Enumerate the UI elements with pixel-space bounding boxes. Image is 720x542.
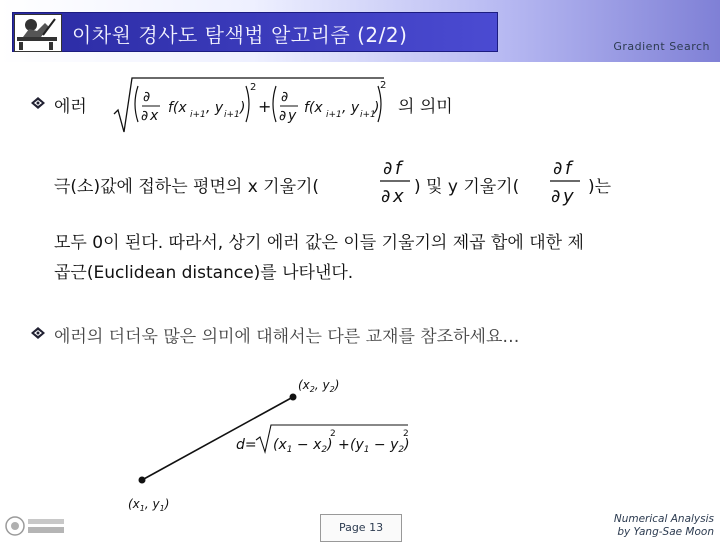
point-2 [290,394,297,401]
bullet1-prefix: 에러 [54,97,87,117]
bullet1-suffix: 의 의미 [398,97,453,117]
formula-exponent: 2 [250,82,257,93]
svg-text:∂: ∂ [279,108,287,124]
svg-text:2: 2 [403,429,409,439]
svg-text:f(x: f(x [304,100,323,116]
distance-diagram [120,370,420,518]
svg-text:+: + [338,437,350,453]
svg-text:): ) [240,100,246,116]
formula-x: x [150,108,159,124]
formula-y: y [288,108,297,124]
credit [614,513,714,539]
line2-text-b: ) 및 y 기울기( [414,177,520,197]
svg-text:2: 2 [330,429,336,439]
distance-line [142,397,293,480]
svg-text:(y1 − y2): $(y_1 - y_2)$ [350,437,410,455]
formula-sub: i+1 [360,110,376,120]
university-logo-icon [4,514,68,538]
svg-text:, y: , y [206,100,224,116]
svg-text:f(x: f(x [168,100,187,116]
formula-sub: i+1 [224,110,240,120]
distance-label: d= [236,437,257,453]
svg-text:∂: ∂ [143,89,151,105]
svg-text:∂: ∂ [281,89,289,105]
bullet-icon [30,96,46,110]
svg-text:, y: , y [342,100,360,116]
svg-text:∂: ∂ [141,108,149,124]
line4-text: 곱근(Euclidean distance)를 나타낸다. [54,263,354,283]
svg-text:∂: ∂ [553,158,563,179]
bullet2-text: 에러의 더더욱 많은 의미에 대해서는 다른 교재를 참조하세요… [54,327,520,347]
formula-sub: i+1 [190,110,206,120]
line3-text: 모두 0이 된다. 따라서, 상기 에러 값은 이들 기울기의 제곱 합에 대한 제 [54,233,584,253]
page-title: 이차원 경사도 탐색법 알고리즘 (2/2) [72,23,408,47]
line2-text-a: 극(소)값에 접하는 평면의 x 기울기( [54,177,320,197]
svg-text:f: f [395,158,402,179]
svg-text:(x1 − x2): $(x_1 - x_2)$ [273,437,333,455]
formula-sub: i+1 [326,110,342,120]
df-dx-fraction [378,152,412,210]
point1-label: ($x_1$, $y_1$) [128,497,170,513]
svg-text:y: y [563,186,574,207]
line2-text-c: )는 [588,177,612,197]
point2-label: ($x_2$, $y_2$) [298,378,340,394]
point-1 [139,477,146,484]
page-number: Page 13 [320,514,402,542]
svg-text:x: x [393,186,404,207]
svg-text:∂: ∂ [551,186,561,207]
error-formula [112,72,388,138]
svg-text:∂: ∂ [383,158,393,179]
subtitle: Gradient Search [613,40,710,53]
svg-text:+: + [258,97,272,116]
df-dy-fraction [548,152,582,210]
presenter-logo-icon [14,14,62,52]
svg-text:∂: ∂ [381,186,391,207]
bullet-icon [30,326,46,340]
formula-exponent: 2 [380,80,387,91]
svg-text:): ) [374,100,380,116]
credit-line2: by Yang-Sae Moon [617,526,714,538]
svg-text:f: f [565,158,572,179]
credit-line1: Numerical Analysis [613,513,714,525]
